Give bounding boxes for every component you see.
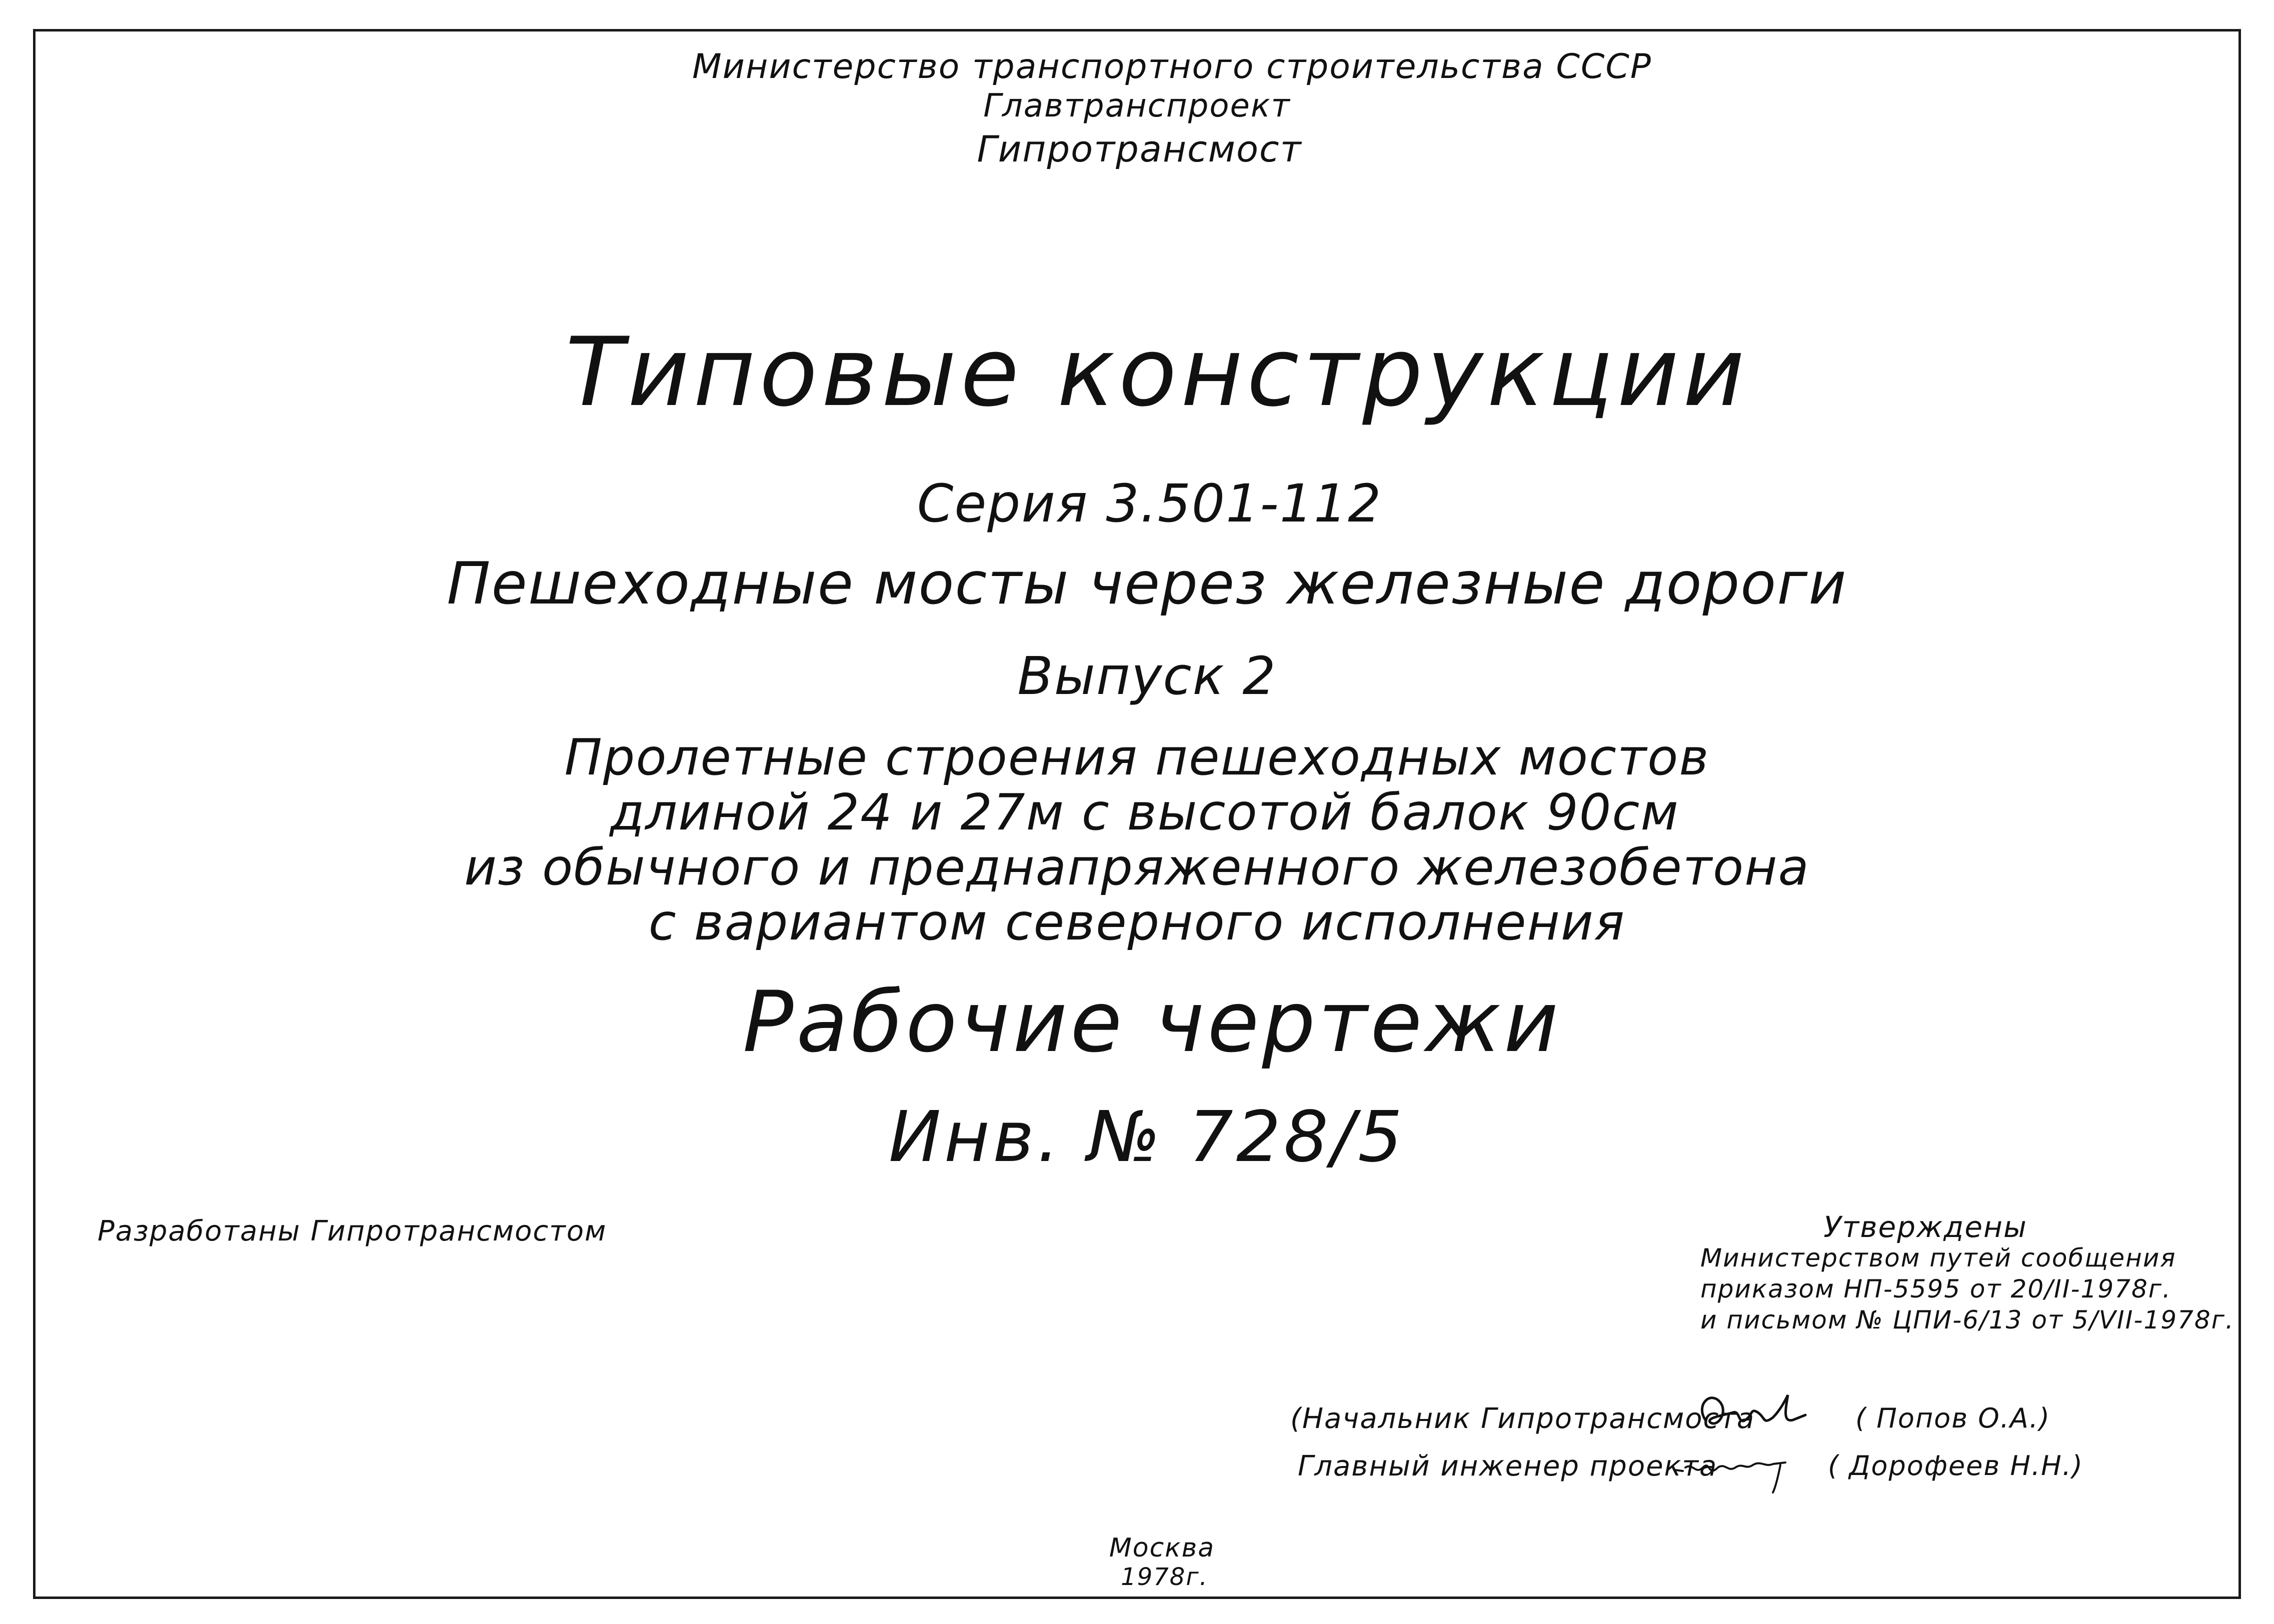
signatory-role-chief-engineer: Главный инженер проекта <box>1298 1450 1718 1482</box>
year: 1978г. <box>1121 1563 1208 1591</box>
approval-line: и письмом № ЦПИ-6/13 от 5/VII-1978г. <box>1700 1306 2234 1334</box>
approval-title: Утверждены <box>1823 1210 2027 1244</box>
series-number: Серия 3.501-112 <box>917 473 1382 534</box>
city: Москва <box>1109 1533 1215 1563</box>
ministry-name: Министерство транспортного строительства СССР <box>692 47 1652 86</box>
institute-name: Гипротрансмост <box>977 128 1302 170</box>
document-type: Рабочие чертежи <box>743 973 1561 1071</box>
issue-number: Выпуск 2 <box>1017 646 1277 706</box>
description-line: длиной 24 и 27м с высотой балок 90см <box>610 783 1679 842</box>
signatory-name-head: ( Попов О.А.) <box>1855 1402 2051 1434</box>
handwritten-signature-chief-engineer <box>1665 1440 1805 1495</box>
approval-line: Министерством путей сообщения <box>1700 1244 2176 1272</box>
description-line: из обычного и преднапряженного железобетона <box>464 838 1810 896</box>
developed-by: Разработаны Гипротрансмостом <box>98 1215 607 1248</box>
inventory-number: Инв. № 728/5 <box>888 1096 1406 1178</box>
main-title: Типовые конструкции <box>565 317 1749 428</box>
handwritten-signature-head <box>1690 1385 1815 1440</box>
glavk-name: Главтранспроект <box>983 88 1291 124</box>
approval-line: приказом НП-5595 от 20/II-1978г. <box>1700 1274 2171 1304</box>
subject-title: Пешеходные мосты через железные дороги <box>447 550 1847 618</box>
description-line: Пролетные строения пешеходных мостов <box>564 728 1710 786</box>
signatory-role-head: (Начальник Гипротрансмоста <box>1290 1402 1755 1435</box>
description-line: с вариантом северного исполнения <box>648 893 1626 952</box>
signatory-name-chief-engineer: ( Дорофеев Н.Н.) <box>1828 1450 2083 1482</box>
